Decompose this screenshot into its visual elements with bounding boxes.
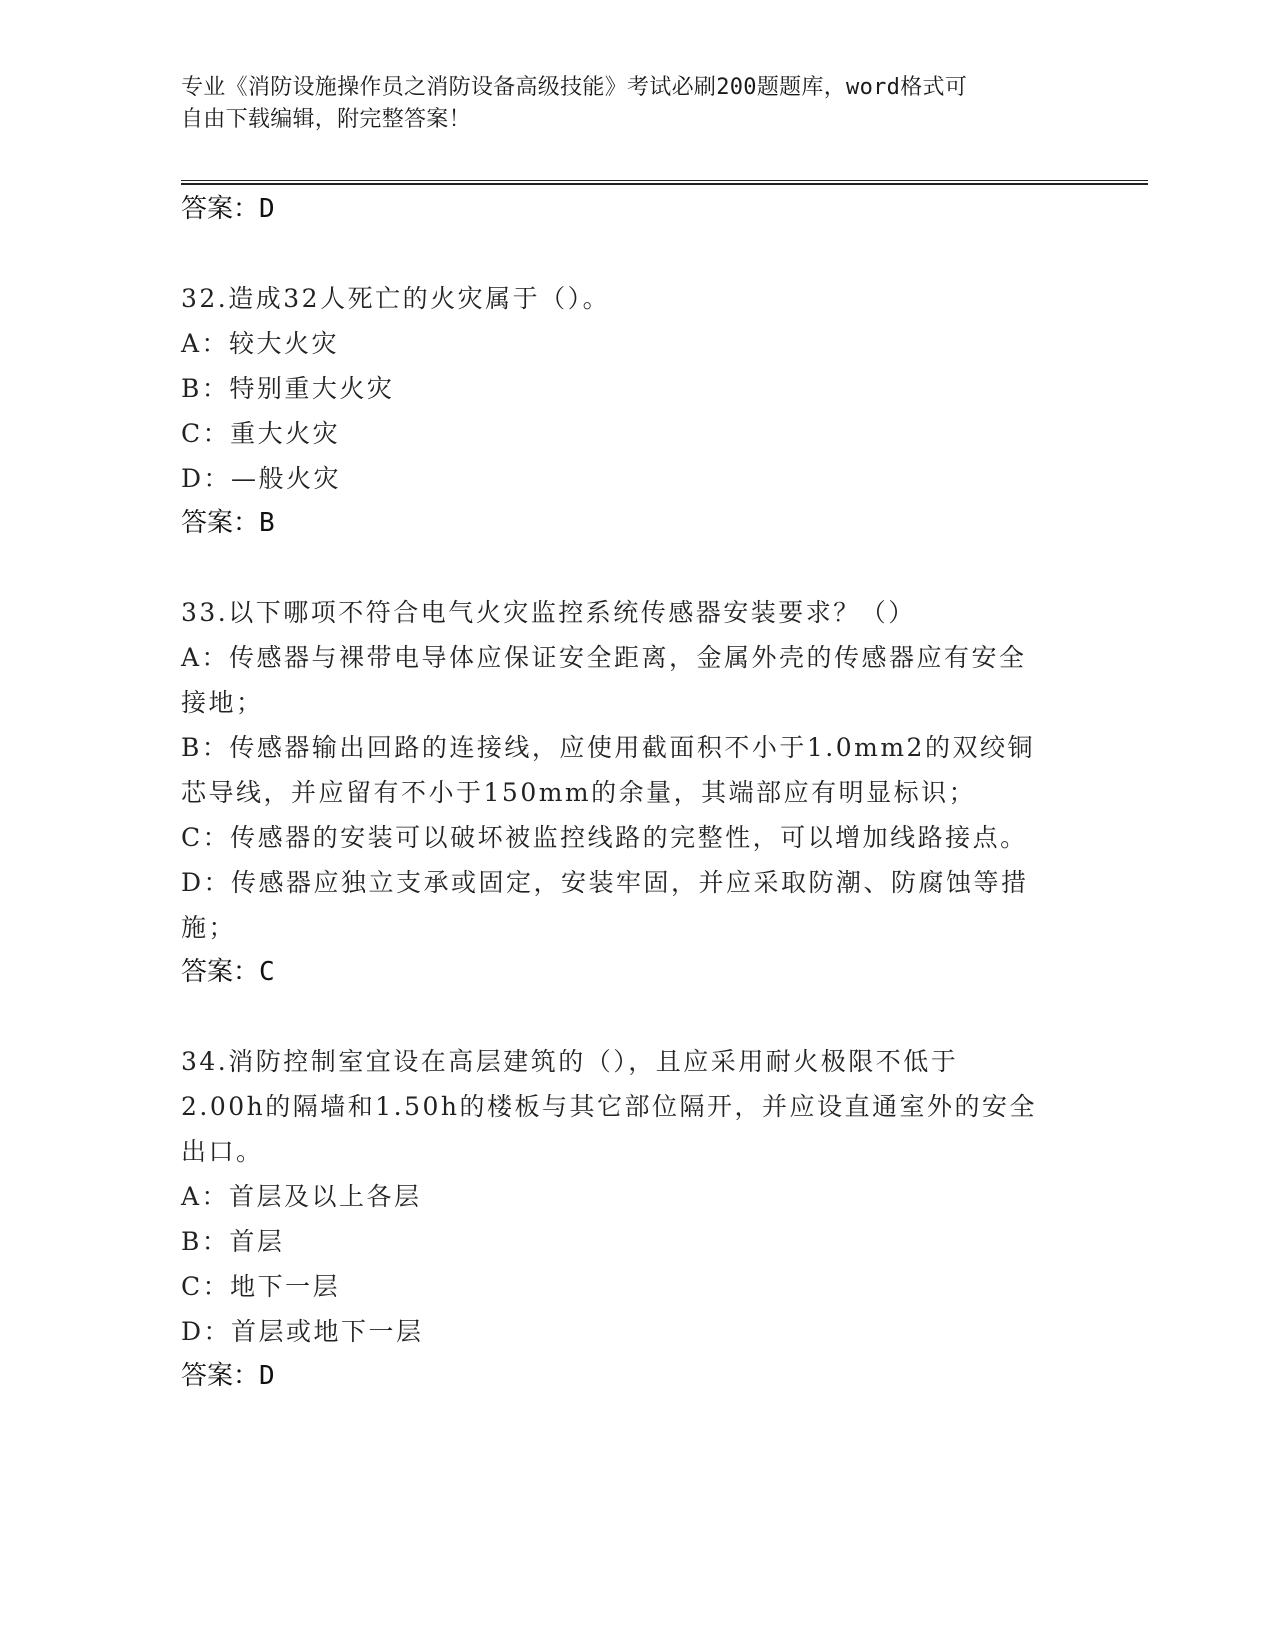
spacer	[181, 232, 1081, 276]
previous-answer: 答案：D	[181, 194, 275, 224]
option-c: C：传感器的安装可以破坏被监控线路的完整性，可以增加线路接点。	[181, 823, 1028, 852]
option-a: A：传感器与裸带电导体应保证安全距离，金属外壳的传感器应有安全	[181, 643, 1027, 672]
option-b: B：传感器输出回路的连接线，应使用截面积不小于1.0mm2的双绞铜	[181, 733, 1035, 762]
option-c: C：地下一层	[181, 1272, 341, 1301]
question-stem-continued: 出口。	[181, 1137, 264, 1166]
answer-line: 答案：D	[181, 1361, 275, 1391]
question-stem: 32.造成32人死亡的火灾属于（）。	[181, 284, 611, 313]
option-c: C：重大火灾	[181, 419, 341, 448]
option-a-continued: 接地；	[181, 688, 264, 717]
option-b: B：特别重大火灾	[181, 374, 395, 403]
question-block	[181, 276, 1081, 546]
header-line-2: 自由下载编辑，附完整答案！	[181, 107, 471, 132]
question-block	[181, 1039, 1081, 1399]
document-header	[181, 72, 1041, 136]
question-block	[181, 590, 1081, 995]
option-b: B：首层	[181, 1227, 285, 1256]
spacer	[181, 995, 1081, 1039]
option-a: A：较大火灾	[181, 329, 340, 358]
option-d: D：首层或地下一层	[181, 1317, 424, 1346]
option-d: D：—般火灾	[181, 464, 342, 493]
option-b-continued: 芯导线，并应留有不小于150mm的余量，其端部应有明显标识；	[181, 778, 977, 807]
header-divider	[181, 180, 1148, 185]
spacer	[181, 546, 1081, 590]
question-stem: 33.以下哪项不符合电气火灾监控系统传感器安装要求？（）	[181, 598, 916, 627]
option-a: A：首层及以上各层	[181, 1182, 422, 1211]
answer-line: 答案：B	[181, 508, 275, 538]
answer-line: 答案：C	[181, 957, 275, 987]
question-stem: 34.消防控制室宜设在高层建筑的（），且应采用耐火极限不低于	[181, 1047, 959, 1076]
header-line-1: 专业《消防设施操作员之消防设备高级技能》考试必刷200题题库，word格式可	[181, 75, 968, 100]
option-d: D：传感器应独立支承或固定，安装牢固，并应采取防潮、防腐蚀等措	[181, 868, 1029, 897]
question-stem-continued: 2.00h的隔墙和1.50h的楼板与其它部位隔开，并应设直通室外的安全	[181, 1092, 1038, 1121]
option-d-continued: 施；	[181, 913, 237, 942]
question-list	[181, 187, 1081, 1399]
